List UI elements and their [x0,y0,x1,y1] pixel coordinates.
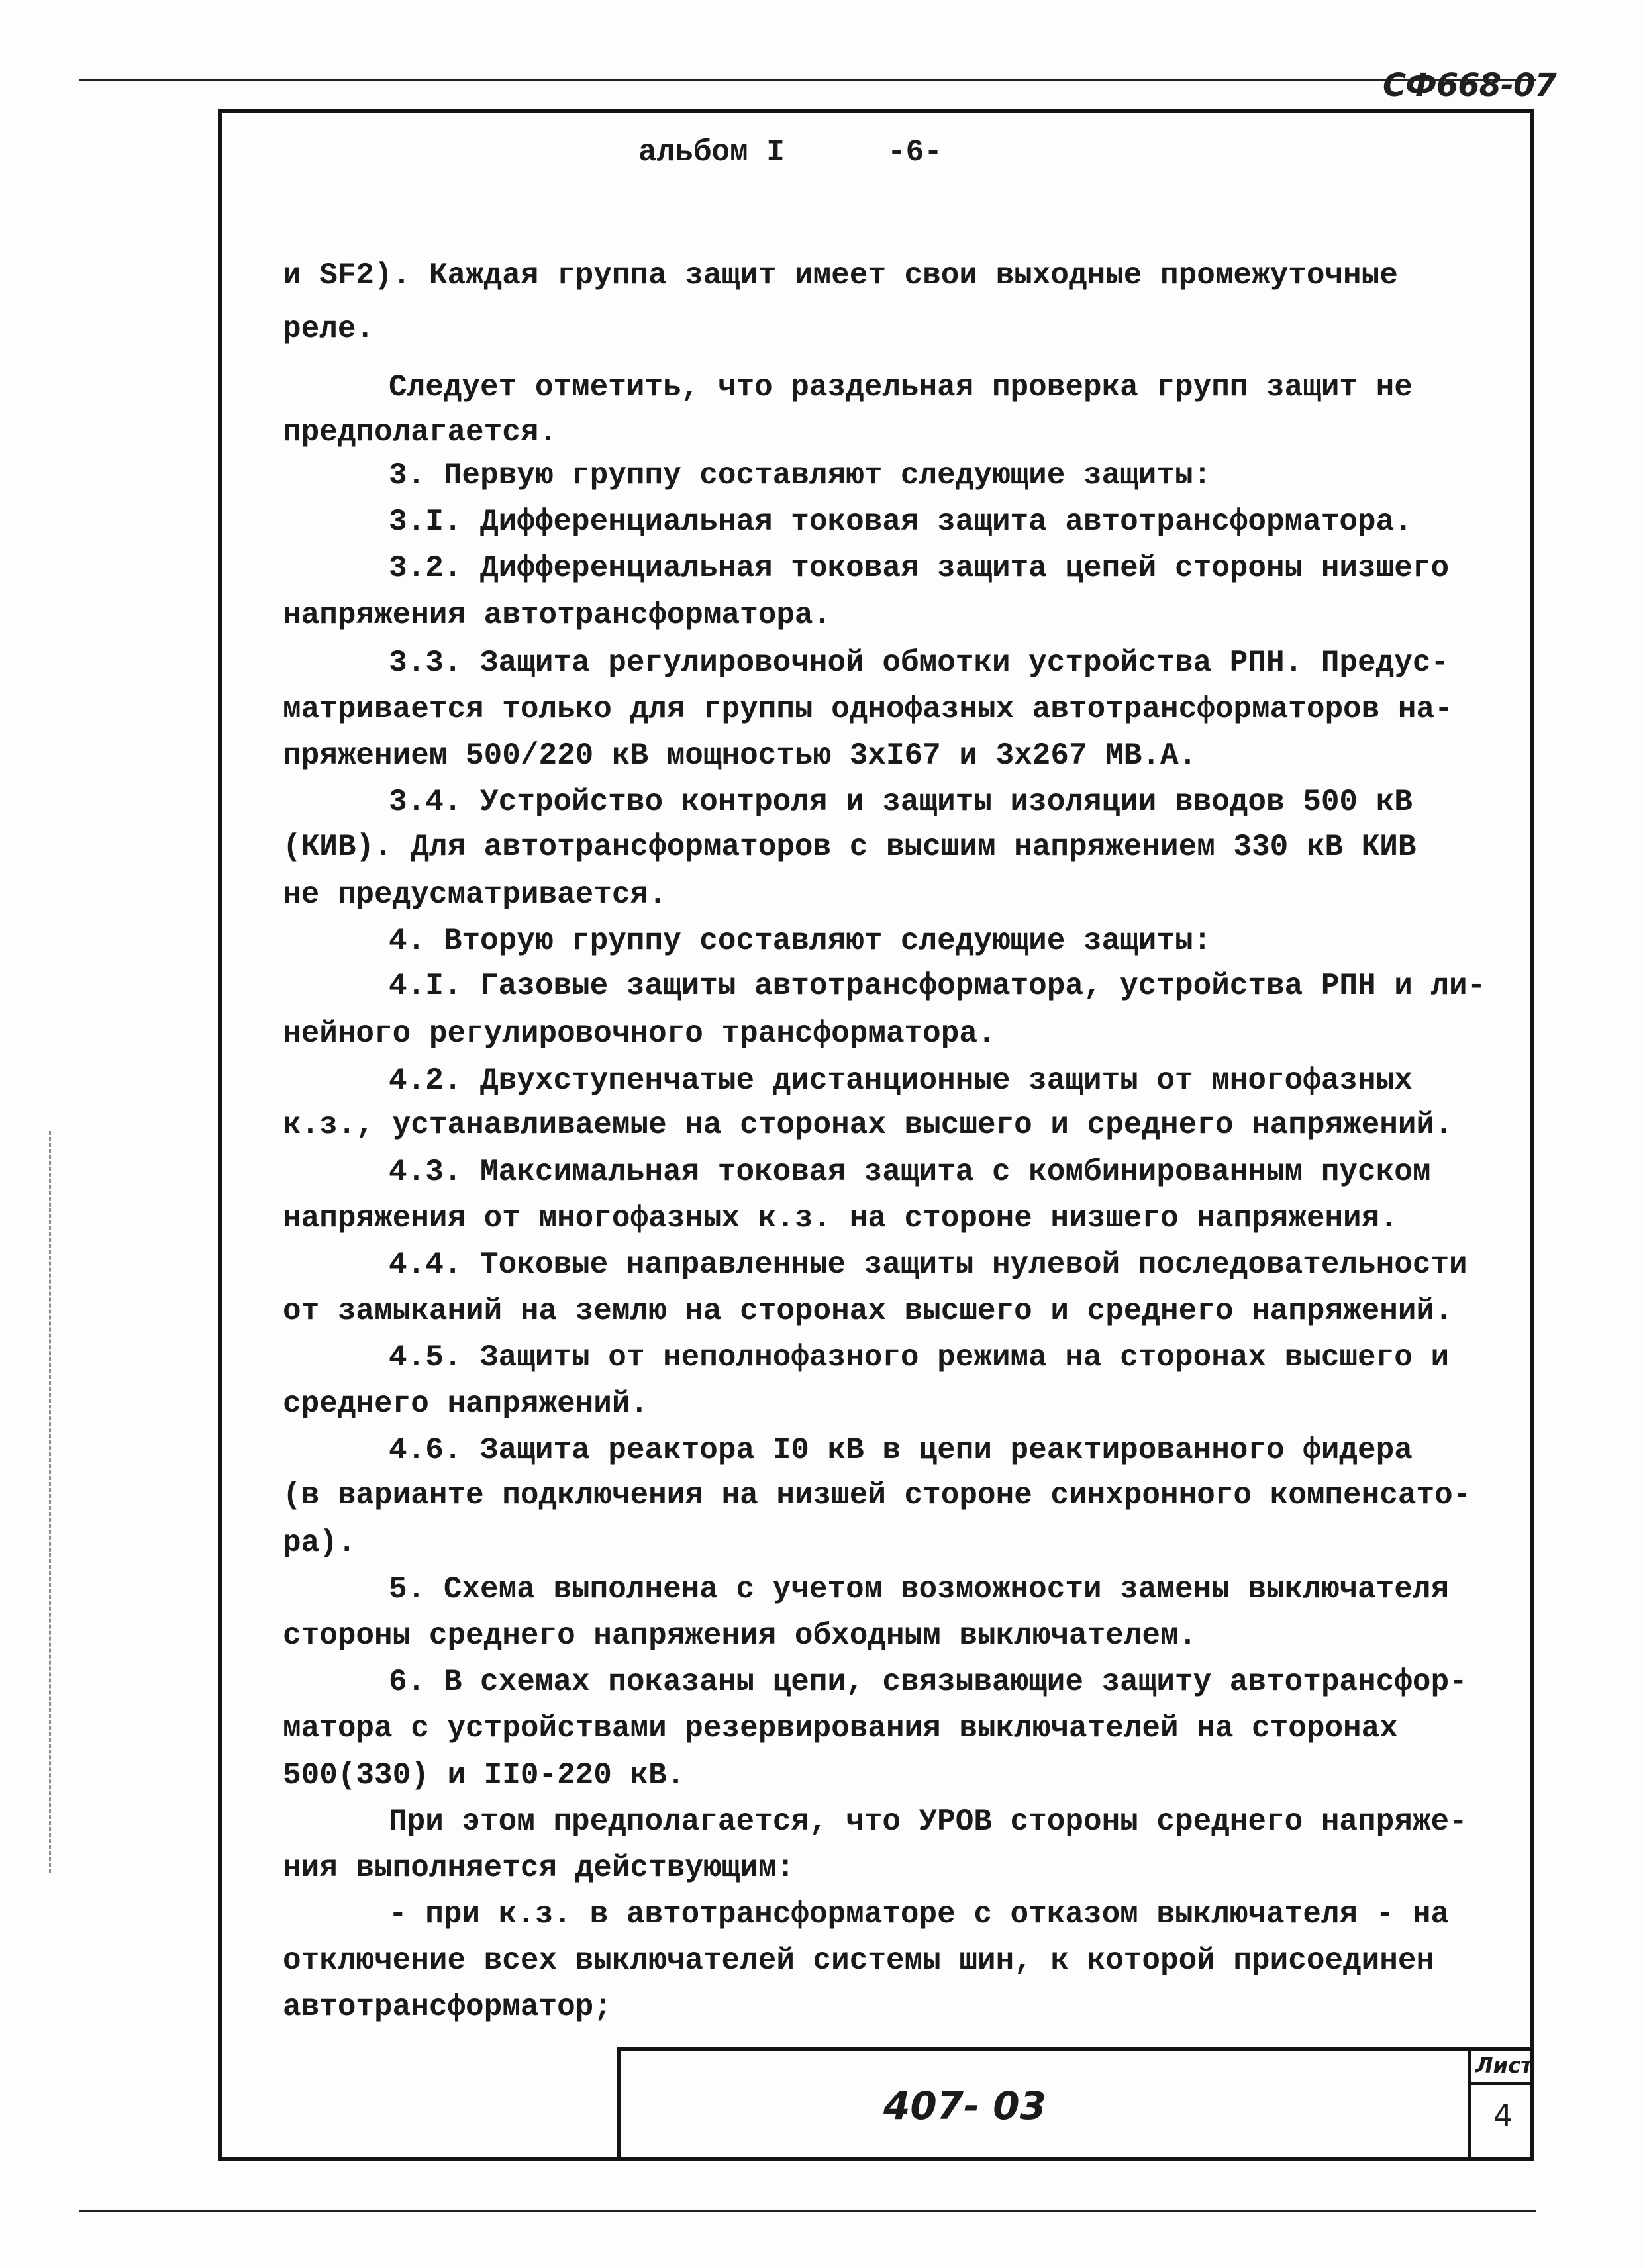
text-line: 4.4. Токовые направленные защиты нулевой последовательности [389,1248,1468,1282]
top-border-line [79,79,1536,81]
sheet-divider [1471,2082,1534,2085]
archive-stamp: СФ668-07 [1383,67,1556,104]
album-label: альбом I [638,135,785,170]
text-line: 4.6. Защита реактора I0 кВ в цепи реактированного фидера [389,1433,1413,1467]
text-line: 5. Схема выполнена с учетом возможности замены выключателя [389,1572,1450,1606]
text-line: пряжением 500/220 кВ мощностью 3хI67 и 3х267 МВ.А. [283,738,1197,773]
text-line: отключение всех выключателей системы шин, к которой присоединен [283,1944,1435,1978]
text-line: среднего напряжений. [283,1387,649,1421]
text-line: 3.4. Устройство контроля и защиты изоляции вводов 500 кВ [389,785,1413,819]
text-line: нейного регулировочного трансформатора. [283,1016,996,1051]
text-line: 4.2. Двухступенчатые дистанционные защиты от многофазных [389,1063,1413,1098]
text-line: 4.I. Газовые защиты автотрансформатора, устройства РПН и ли- [389,969,1486,1003]
sheet-number: 4 [1493,2098,1513,2134]
text-line: напряжения автотрансформатора. [283,598,832,632]
text-line: 3.I. Дифференциальная токовая защита автотрансформатора. [389,505,1413,539]
text-line: напряжения от многофазных к.з. на стороне низшего напряжения. [283,1201,1398,1236]
bottom-border-line [79,2210,1536,2212]
text-line: предполагается. [283,415,558,450]
text-line: ния выполняется действующим: [283,1851,795,1885]
text-line: к.з., устанавливаемые на сторонах высшего и среднего напряжений. [283,1108,1453,1142]
sheet-cell [1468,2047,1534,2161]
text-line: не предусматривается. [283,877,667,912]
text-line: автотрансформатор; [283,1990,612,2024]
text-line: 4.3. Максимальная токовая защита с комбинированным пуском [389,1155,1431,1189]
text-line: (КИВ). Для автотрансформаторов с высшим напряжением 330 кВ КИВ [283,830,1417,864]
text-line: (в варианте подключения на низшей стороне синхронного компенсато- [283,1478,1471,1512]
text-line: 3.2. Дифференциальная токовая защита цепей стороны низшего [389,551,1450,585]
text-line: ра). [283,1526,356,1560]
text-line: При этом предполагается, что УРОВ стороны среднего напряже- [389,1804,1468,1839]
text-line: - при к.з. в автотрансформаторе с отказом выключателя - на [389,1897,1450,1932]
title-block [617,2047,1534,2161]
text-line: матора с устройствами резервирования выключателей на сторонах [283,1711,1398,1746]
text-line: 3. Первую группу составляют следующие защиты: [389,458,1212,493]
document-code: 407- 03 [883,2083,1047,2128]
margin-dash-marks [49,1131,51,1873]
text-line: реле. [283,312,375,346]
text-line: от замыканий на землю на сторонах высшего и среднего напряжений. [283,1294,1453,1328]
page-number: -6- [887,135,942,170]
text-line: и SF2). Каждая группа защит имеет свои выходные промежуточные [283,258,1398,293]
text-line: 4.5. Защиты от неполнофазного режима на сторонах высшего и [389,1340,1450,1375]
text-line: матривается только для группы однофазных автотрансформаторов на- [283,692,1453,726]
text-line: стороны среднего напряжения обходным выключателем. [283,1618,1197,1653]
text-line: 3.3. Защита регулировочной обмотки устройства РПН. Предус- [389,646,1450,680]
text-line: Следует отметить, что раздельная проверка групп защит не [389,370,1413,405]
sheet-label: Лист [1475,2053,1533,2078]
text-line: 500(330) и II0-220 кВ. [283,1758,685,1793]
text-line: 6. В схемах показаны цепи, связывающие защиту автотрансфор- [389,1665,1468,1699]
text-line: 4. Вторую группу составляют следующие защиты: [389,924,1212,958]
